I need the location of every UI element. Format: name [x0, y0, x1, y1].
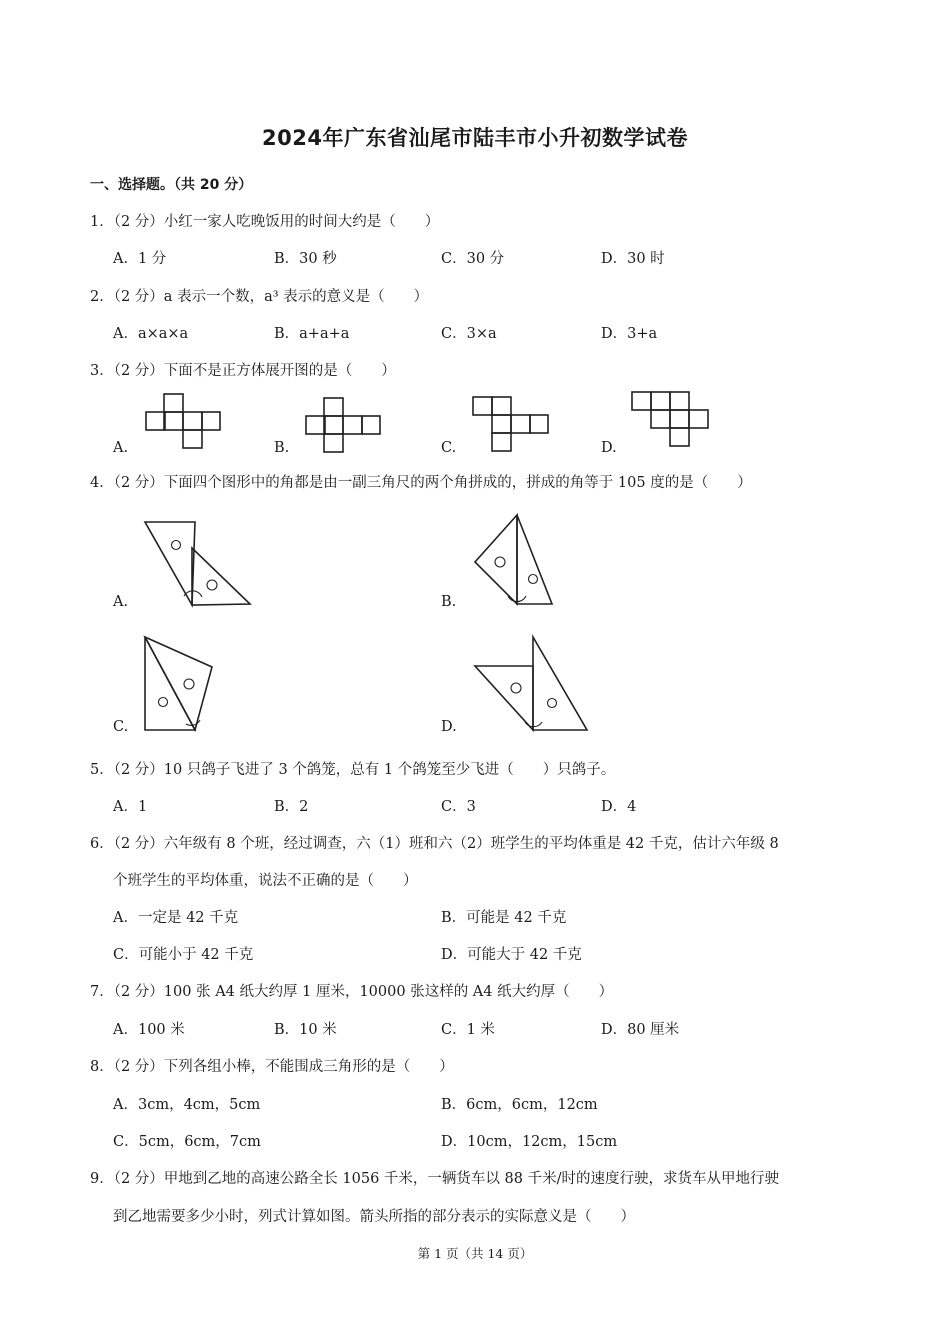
cube-net-b-figure [305, 397, 381, 455]
triangle-ruler-d-figure [470, 632, 595, 737]
q7-option-b[interactable]: B．10 米 [274, 1022, 337, 1038]
q2-option-c[interactable]: C．3×a [441, 326, 497, 342]
q3-option-a[interactable]: A. [113, 440, 129, 456]
q5-option-a[interactable]: A．1 [113, 799, 148, 815]
question-5: 5．（2 分）10 只鸽子飞进了 3 个鸽笼，总有 1 个鸽笼至少飞进（ ）只鸽子。 [90, 762, 616, 778]
q5-option-b[interactable]: B．2 [274, 799, 309, 815]
q6-option-a[interactable]: A．一定是 42 千克 [113, 910, 239, 926]
q3-option-d[interactable]: D. [601, 440, 617, 456]
q3-option-b[interactable]: B. [274, 440, 290, 456]
q2-option-d[interactable]: D．3+a [601, 326, 658, 342]
q7-option-c[interactable]: C．1 米 [441, 1022, 495, 1038]
q8-option-d[interactable]: D．10cm，12cm，15cm [441, 1134, 618, 1150]
triangle-ruler-a-figure [140, 515, 290, 610]
q5-option-c[interactable]: C．3 [441, 799, 476, 815]
cube-net-a-figure [145, 393, 221, 451]
cube-net-d-figure [631, 391, 711, 449]
section-heading: 一、选择题。（共 20 分） [90, 177, 253, 193]
q2-option-b[interactable]: B．a+a+a [274, 326, 350, 342]
question-2: 2．（2 分）a 表示一个数，a³ 表示的意义是（ ） [90, 289, 429, 305]
q5-option-d[interactable]: D．4 [601, 799, 637, 815]
question-7: 7．（2 分）100 张 A4 纸大约厚 1 厘米，10000 张这样的 A4 纸大约厚（ ） [90, 984, 614, 1000]
question-4: 4．（2 分）下面四个图形中的角都是由一副三角尺的两个角拼成的，拼成的角等于 105 度的是（ ） [90, 475, 752, 491]
question-9-line-2: 到乙地需要多少小时，列式计算如图。箭头所指的部分表示的实际意义是（ ） [113, 1209, 635, 1225]
q4-option-a[interactable]: A. [113, 594, 129, 610]
page-footer: 第 1 页（共 14 页） [417, 1246, 533, 1261]
question-3: 3．（2 分）下面不是正方体展开图的是（ ） [90, 363, 396, 379]
q7-option-a[interactable]: A．100 米 [113, 1022, 185, 1038]
triangle-ruler-c-figure [140, 632, 230, 737]
q4-option-b[interactable]: B. [441, 594, 457, 610]
q1-option-c[interactable]: C．30 分 [441, 251, 505, 267]
question-6-line-2: 个班学生的平均体重，说法不正确的是（ ） [113, 873, 418, 889]
triangle-ruler-b-figure [470, 510, 570, 610]
q3-option-c[interactable]: C. [441, 440, 457, 456]
q1-option-b[interactable]: B．30 秒 [274, 251, 337, 267]
q1-option-a[interactable]: A．1 分 [113, 251, 167, 267]
q8-option-b[interactable]: B．6cm，6cm，12cm [441, 1097, 598, 1113]
q4-option-d[interactable]: D. [441, 719, 457, 735]
q6-option-c[interactable]: C．可能小于 42 千克 [113, 947, 254, 963]
question-8: 8．（2 分）下列各组小棒，不能围成三角形的是（ ） [90, 1059, 454, 1075]
q7-option-d[interactable]: D．80 厘米 [601, 1022, 680, 1038]
q8-option-c[interactable]: C．5cm，6cm，7cm [113, 1134, 261, 1150]
q6-option-b[interactable]: B．可能是 42 千克 [441, 910, 567, 926]
page-title: 2024年广东省汕尾市陆丰市小升初数学试卷 [262, 126, 688, 150]
question-9-line-1: 9．（2 分）甲地到乙地的高速公路全长 1056 千米，一辆货车以 88 千米/时的速度行驶，求货车从甲地行驶 [90, 1171, 779, 1187]
q4-option-c[interactable]: C. [113, 719, 129, 735]
q8-option-a[interactable]: A．3cm，4cm，5cm [113, 1097, 261, 1113]
q2-option-a[interactable]: A．a×a×a [113, 326, 189, 342]
cube-net-c-figure [472, 396, 550, 454]
question-1: 1．（2 分）小红一家人吃晚饭用的时间大约是（ ） [90, 214, 440, 230]
question-6-line-1: 6．（2 分）六年级有 8 个班，经过调查，六（1）班和六（2）班学生的平均体重是 42 千克，估计六年级 8 [90, 836, 779, 852]
q6-option-d[interactable]: D．可能大于 42 千克 [441, 947, 582, 963]
q1-option-d[interactable]: D．30 时 [601, 251, 665, 267]
